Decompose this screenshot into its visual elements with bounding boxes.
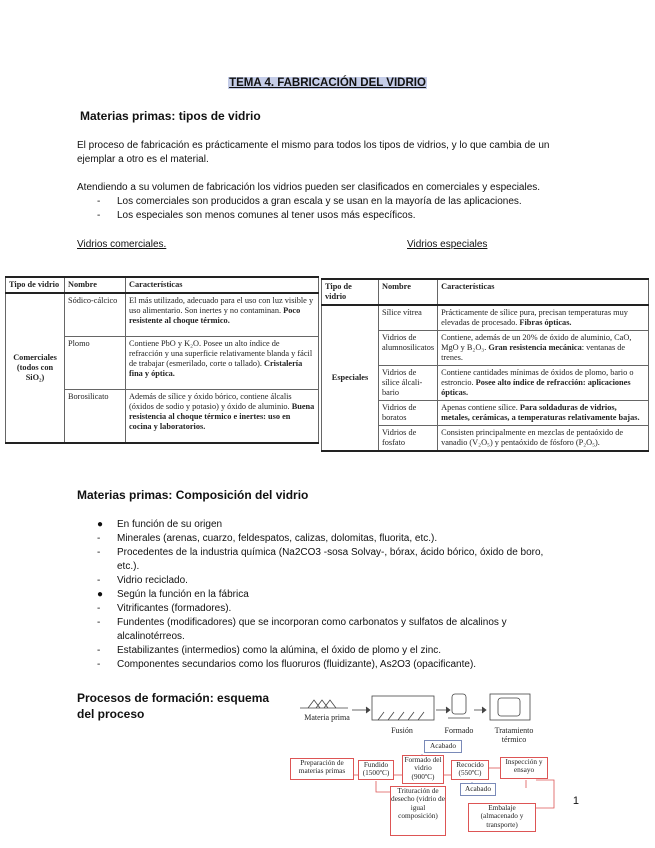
name-cell: Plomo bbox=[65, 337, 126, 390]
mold-icon bbox=[452, 694, 466, 714]
subheading-comerciales: Vidrios comerciales. bbox=[77, 239, 167, 250]
box-acabado-bottom: Acabado bbox=[460, 783, 496, 796]
box-inspeccion: Inspección y ensayo bbox=[500, 757, 548, 779]
features-cell: Contiene cantidades mínimas de óxidos de plomo, bario o estroncio. Posee alto índice de refracción: aplicaciones ópticas. bbox=[438, 366, 649, 401]
label-tratamiento-termico: Tratamiento térmico bbox=[494, 726, 534, 744]
list-item: - Estabilizantes (intermedios) como la alúmina, el óxido de plomo y el zinc. bbox=[97, 645, 442, 656]
section-heading-tipos: Materias primas: tipos de vidrio bbox=[80, 109, 261, 123]
table-header: Nombre bbox=[379, 279, 438, 305]
name-cell: Vidrios de boratos bbox=[379, 401, 438, 426]
table-row bbox=[6, 293, 319, 337]
process-diagram bbox=[286, 688, 571, 843]
list-item: - Los comerciales son producidos a gran escala y se usan en la mayoría de las aplicaciones. bbox=[97, 196, 522, 207]
features-cell: Contiene, además de un 20% de óxido de aluminio, CaO, MgO y B₂O₃. Gran resistencia mecánica: ventanas de trenes. bbox=[438, 331, 649, 366]
box-recocido: Recocido (550ºC) bbox=[451, 760, 489, 780]
label-fusion: Fusión bbox=[391, 726, 413, 735]
features-cell: El más utilizado, adecuado para el uso con luz visible y uso alimentario. Son inertes y no contaminan. Poco resistente al choque térmico. bbox=[126, 293, 319, 337]
table-vidrios-comerciales bbox=[5, 276, 319, 444]
section-heading-composicion: Materias primas: Composición del vidrio bbox=[77, 488, 309, 502]
box-formado: Formado del vidrio (900ºC) bbox=[402, 755, 444, 784]
table-header: Tipo de vidrio bbox=[322, 279, 379, 305]
name-cell: Sódico-cálcico bbox=[65, 293, 126, 337]
label-formado: Formado bbox=[444, 726, 474, 735]
list-item: - Vitrificantes (formadores). bbox=[97, 603, 232, 614]
box-embalaje: Embalaje (almacenado y transporte) bbox=[468, 803, 536, 832]
bullet-list-clasificacion bbox=[77, 195, 597, 223]
name-cell: Vidrios de fosfato bbox=[379, 426, 438, 452]
table-header: Nombre bbox=[65, 277, 126, 293]
name-cell: Sílice vítrea bbox=[379, 305, 438, 331]
name-cell: Vidrios de alumnosilicatos bbox=[379, 331, 438, 366]
list-item: - Componentes secundarios como los fluoruros (fluidizante), As2O3 (opacificante). bbox=[97, 659, 477, 670]
list-item: - Fundentes (modificadores) que se incorporan como carbonatos y sulfatos de alcalinos y alcalinotérreos. bbox=[97, 617, 507, 642]
page-title: TEMA 4. FABRICACIÓN DEL VIDRIO bbox=[229, 77, 426, 89]
box-acabado-top: Acabado bbox=[424, 740, 462, 753]
category-cell: Comerciales (todos con SiO₂) bbox=[6, 293, 65, 443]
list-composicion bbox=[77, 518, 557, 672]
features-cell: Prácticamente de sílice pura, precisan temperaturas muy elevadas de procesado. Fibras ópticas. bbox=[438, 305, 649, 331]
subheading-especiales: Vidrios especiales bbox=[407, 239, 488, 250]
table-header: Tipo de vidrio bbox=[6, 277, 65, 293]
table-row bbox=[322, 305, 649, 331]
paragraph-clasificacion: Atendiendo a su volumen de fabricación los vidrios pueden ser clasificados en comerciales y especiales. bbox=[77, 182, 541, 193]
list-item: ● En función de su origen bbox=[97, 519, 223, 530]
furnace-icon bbox=[372, 696, 434, 720]
list-item: ● Según la función en la fábrica bbox=[97, 589, 249, 600]
name-cell: Vidrios de sílice álcali-bario bbox=[379, 366, 438, 401]
list-item: - Los especiales son menos comunes al tener usos más específicos. bbox=[97, 210, 416, 221]
table-header: Características bbox=[126, 277, 319, 293]
list-item: - Procedentes de la industria química (Na2CO3 -sosa Solvay-, bórax, ácido bórico, óxido de boro, etc.). bbox=[97, 547, 544, 572]
features-cell: Contiene PbO y K₂O. Posee un alto índice de refracción y una superficie relativamente blanda y fácil de trabajar (esmerilado, corte o tallado). Cristalería fina y óptica. bbox=[126, 337, 319, 390]
box-preparacion: Preparación de materias primas bbox=[290, 758, 354, 780]
section-heading-procesos: Procesos de formación: esquema del proceso bbox=[77, 691, 270, 721]
list-item: - Minerales (arenas, cuarzo, feldespatos, calizas, dolomitas, fluorita, etc.). bbox=[97, 533, 438, 544]
category-cell: Especiales bbox=[322, 305, 379, 451]
table-vidrios-especiales bbox=[321, 278, 649, 452]
features-cell: Apenas contiene sílice. Para soldaduras de vidrios, metales, cerámicas, a temperaturas relativamente bajas. bbox=[438, 401, 649, 426]
name-cell: Borosilicato bbox=[65, 390, 126, 444]
label-materia-prima: Materia prima bbox=[304, 713, 350, 722]
table-header: Características bbox=[438, 279, 649, 305]
box-fundido: Fundido (1500ºC) bbox=[358, 760, 394, 780]
features-cell: Consisten principalmente en mezclas de pentaóxido de vanadio (V₂O₅) y pentaóxido de fósforo (P₂O₅). bbox=[438, 426, 649, 452]
paragraph-proceso: El proceso de fabricación es prácticamente el mismo para todos los tipos de vidrios, y lo que cambia de un ejemplar a otro es el material. bbox=[77, 140, 550, 165]
features-cell: Además de sílice y óxido bórico, contiene álcalis (óxidos de sodio y potasio) y óxido de aluminio. Buena resistencia al choque térmico e inertes: uso en cocina y laboratorios. bbox=[126, 390, 319, 444]
box-trituracion: Trituración de desecho (vidrio de igual composición) bbox=[390, 786, 446, 836]
raw-material-icon bbox=[308, 700, 336, 708]
list-item: - Vidrio reciclado. bbox=[97, 575, 188, 586]
page-number: 1 bbox=[572, 795, 579, 807]
